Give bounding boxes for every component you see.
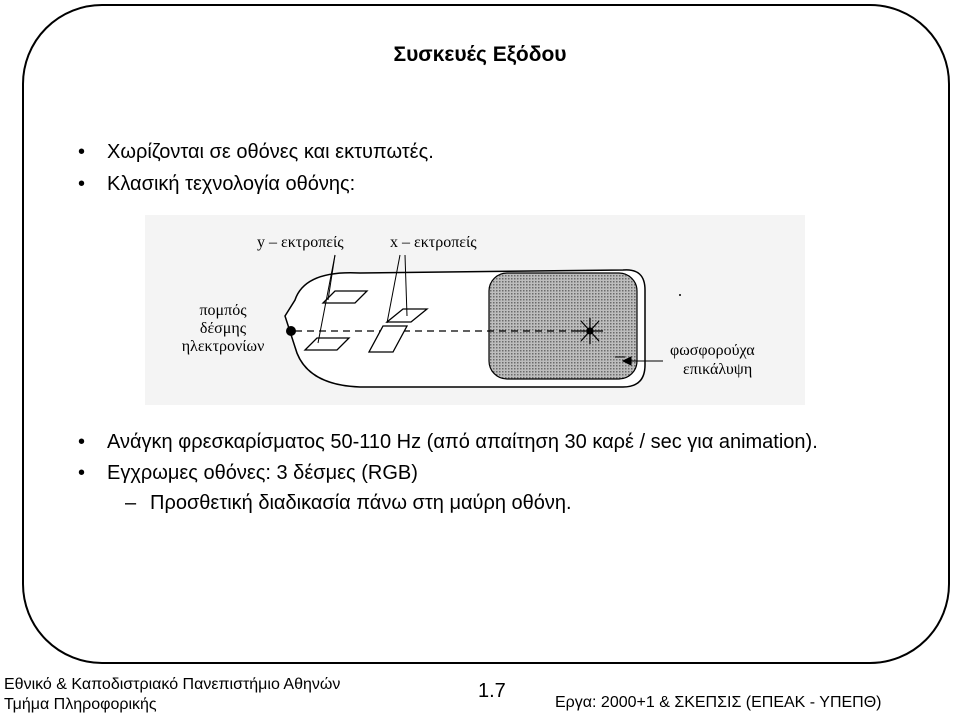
emitter-label-line1: πομπός [199, 302, 247, 319]
sub-bullet-text: Προσθετική διαδικασία πάνω στη μαύρη οθόνη. [150, 492, 572, 514]
bullet-text: Εγχρωμες οθόνες: 3 δέσμες (RGB) [107, 462, 418, 484]
bullet-marker: • [78, 431, 86, 453]
crt-diagram [145, 215, 805, 405]
bullet-text: Ανάγκη φρεσκαρίσματος 50-110 Hz (από απαίτηση 30 καρέ / sec για animation). [107, 431, 818, 453]
footer-institution [4, 675, 340, 715]
footer-project: Εργα: 2000+1 & ΣΚΕΠΣΙΣ (ΕΠΕΑΚ - ΥΠΕΠΘ) [555, 694, 882, 711]
emitter-label-line3: ηλεκτρονίων [181, 338, 265, 355]
stray-dot [679, 294, 681, 296]
footer-university: Εθνικό & Καποδιστριακό Πανεπιστήμιο Αθηνών [4, 676, 341, 693]
bullet-text: Κλασική τεχνολογία οθόνης: [107, 173, 356, 195]
phosphor-label-line2: επικάλυψη [683, 361, 753, 378]
sub-bullet-item [125, 492, 572, 515]
slide-title: Συσκευές Εξόδου [393, 43, 567, 66]
bullet-marker: • [78, 141, 86, 163]
page-number: 1.7 [478, 680, 506, 702]
x-deflectors-label: x – εκτροπείς [390, 234, 477, 251]
bullet-marker: • [78, 462, 86, 484]
bullet-text: Χωρίζονται σε οθόνες και εκτυπωτές. [107, 141, 434, 163]
bullet-marker: • [78, 173, 86, 195]
electron-gun [286, 326, 296, 336]
phosphor-screen [489, 273, 637, 379]
dash-marker: – [125, 492, 137, 514]
phosphor-label-line1: φωσφορούχα [670, 342, 755, 359]
emitter-label-line2: δέσμης [199, 320, 247, 337]
y-deflectors-label: y – εκτροπείς [257, 234, 344, 251]
footer-department: Τμήμα Πληροφορικής [4, 696, 157, 713]
